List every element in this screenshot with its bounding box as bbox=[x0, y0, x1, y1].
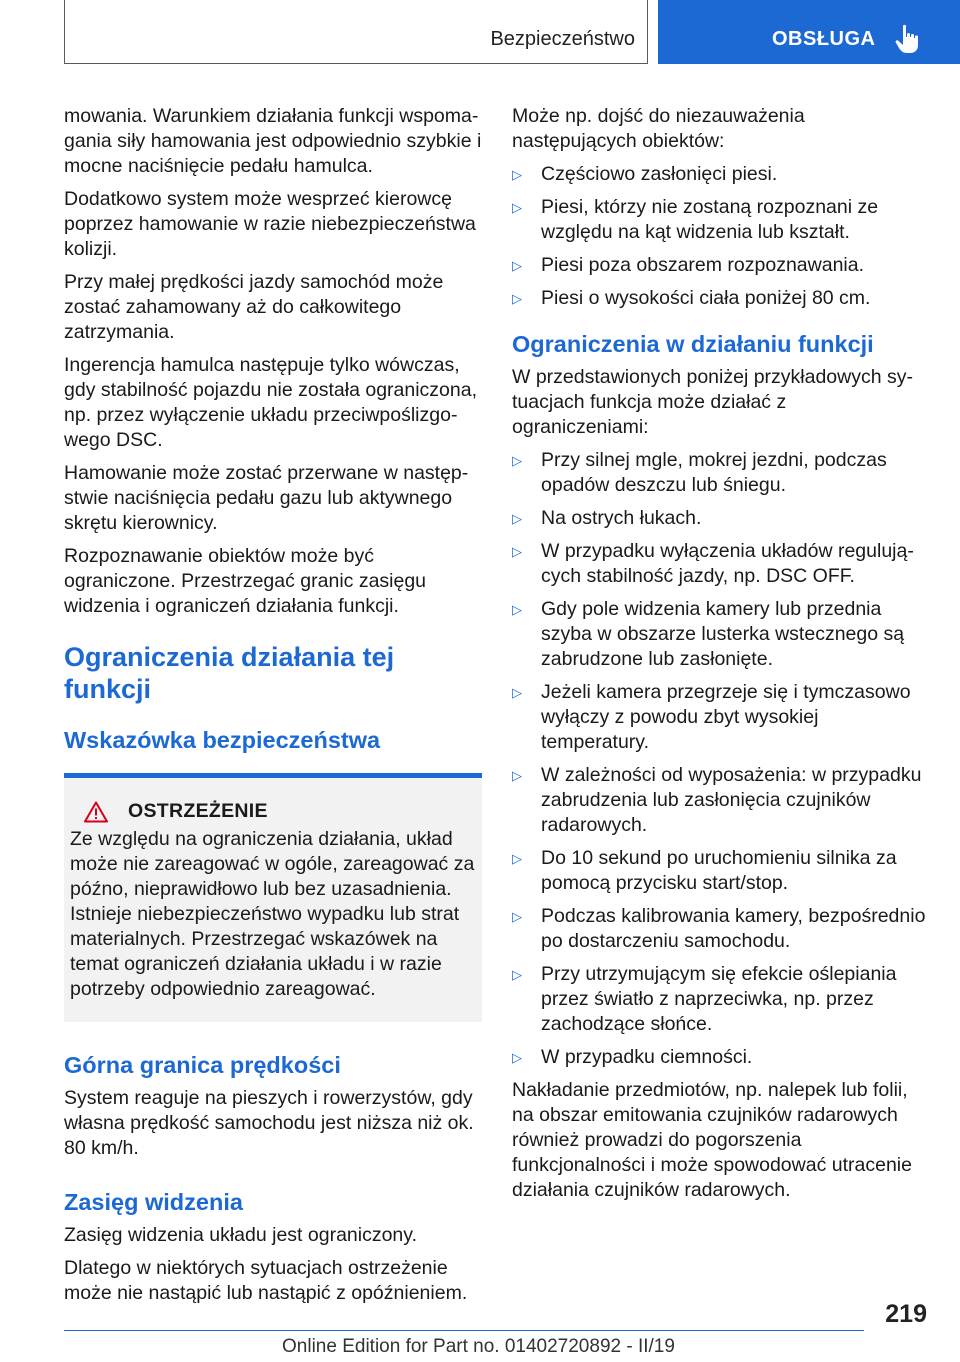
list-item-text: Częściowo zasłonięci piesi. bbox=[541, 163, 778, 185]
bullet-triangle-icon: ▷ bbox=[512, 909, 522, 924]
list-item bbox=[512, 597, 928, 672]
list-item-text: Jeżeli kamera przegrzeje się i tymczasowo wyłączy z powodu zbyt wysokiej temperatury. bbox=[541, 681, 911, 753]
bullet-triangle-icon: ▷ bbox=[512, 544, 522, 559]
paragraph: Nakładanie przedmiotów, np. nalepek lub folii, na obszar emitowania czujników radarowych również prowadzi do pogorszenia funkcjonalności i może spowodować utracenie działania czujników radarowych. bbox=[512, 1079, 912, 1201]
chapter-title: OBSŁUGA bbox=[772, 28, 876, 50]
list-item bbox=[512, 962, 928, 1037]
bullet-triangle-icon: ▷ bbox=[512, 602, 522, 617]
paragraph: Zasięg widzenia układu jest ograniczony. bbox=[64, 1224, 417, 1246]
paragraph: mowania. Warunkiem działania funkcji wspomagania siły hamowania jest odpowiednio szybkie i mocne naciśnięcie pedału hamulca. bbox=[64, 105, 482, 177]
objects-list bbox=[512, 162, 928, 311]
bullet-triangle-icon: ▷ bbox=[512, 967, 522, 982]
list-item-text: Piesi poza obszarem rozpoznawania. bbox=[541, 254, 865, 276]
header-section-box bbox=[64, 0, 648, 64]
pointing-hand-icon bbox=[895, 24, 921, 54]
page-number: 219 bbox=[885, 1300, 927, 1328]
heading-function-restrictions: Ograniczenia w działaniu funkcji bbox=[512, 331, 874, 357]
heading-function-limits: Ograniczenia działania tej funkcji bbox=[64, 642, 395, 704]
list-item-text: Podczas kalibrowania kamery, bezpośrednio po dostarczeniu samochodu. bbox=[541, 905, 926, 952]
list-item-text: W przypadku wyłączenia układów regulujących stabilność jazdy, np. DSC OFF. bbox=[541, 540, 914, 587]
left-column bbox=[64, 104, 482, 1314]
list-item-text: Na ostrych łukach. bbox=[541, 507, 702, 529]
list-item-text: W przypadku ciemności. bbox=[541, 1046, 753, 1068]
heading-speed-limit: Górna granica prędkości bbox=[64, 1052, 341, 1078]
section-title: Bezpieczeństwo bbox=[490, 28, 635, 50]
paragraph: Dodatkowo system może wesprzeć kierowcę poprzez hamowanie w razie niebezpieczeństwa kolizji. bbox=[64, 188, 476, 260]
bullet-triangle-icon: ▷ bbox=[512, 291, 522, 306]
footer-divider bbox=[64, 1330, 864, 1331]
paragraph: Ingerencja hamulca następuje tylko wówczas, gdy stabilność pojazdu nie została ograniczona, np. przez wyłączenie układu przeciwpoślizgowego DSC. bbox=[64, 354, 478, 451]
list-item-text: Piesi, którzy nie zostaną rozpoznani ze względu na kąt widzenia lub kształt. bbox=[541, 196, 879, 243]
list-item bbox=[512, 286, 928, 311]
list-item bbox=[512, 506, 928, 531]
paragraph: System reaguje na pieszych i rowerzystów, gdy własna prędkość samochodu jest niższa niż ok. 80 km/h. bbox=[64, 1087, 474, 1159]
heading-detection-range: Zasięg widzenia bbox=[64, 1189, 243, 1215]
paragraph: Rozpoznawanie obiektów może być ograniczone. Przestrzegać granic zasięgu widzenia i ograniczeń działania funkcji. bbox=[64, 545, 427, 617]
bullet-triangle-icon: ▷ bbox=[512, 851, 522, 866]
bullet-triangle-icon: ▷ bbox=[512, 768, 522, 783]
list-item bbox=[512, 448, 928, 498]
list-item bbox=[512, 904, 928, 954]
bullet-triangle-icon: ▷ bbox=[512, 511, 522, 526]
list-item-text: Przy utrzymującym się efekcie oślepiania przez światło z naprzeciwka, np. przez zachodzące słońce. bbox=[541, 963, 897, 1035]
right-column bbox=[512, 104, 928, 1211]
warning-box bbox=[64, 773, 482, 1022]
list-item-text: W zależności od wyposażenia: w przypadku zabrudzenia lub zasłonięcia czujników radarowych. bbox=[541, 764, 922, 836]
list-item-text: Przy silnej mgle, mokrej jezdni, podczas opadów deszczu lub śniegu. bbox=[541, 449, 887, 496]
bullet-triangle-icon: ▷ bbox=[512, 258, 522, 273]
list-item-text: Piesi o wysokości ciała poniżej 80 cm. bbox=[541, 287, 871, 309]
limits-list bbox=[512, 448, 928, 1070]
list-item bbox=[512, 763, 928, 838]
list-item-text: Gdy pole widzenia kamery lub przednia szyba w obszarze lusterka wstecznego są zabrudzone lub zasłonięte. bbox=[541, 598, 905, 670]
warning-title: OSTRZEŻENIE bbox=[128, 800, 268, 822]
bullet-triangle-icon: ▷ bbox=[512, 685, 522, 700]
warning-text: Ze względu na ograniczenia działania, układ może nie zareagować w ogóle, zareagować za późno, nieprawidłowo lub bez uzasadnienia. Istnieje niebezpieczeństwo wypadku lub strat materialnych. Przestrzegać wskazówek na temat ograniczeń działania układu i w razie potrzeby odpowiednio zareagować. bbox=[70, 828, 475, 1000]
list-item bbox=[512, 1045, 928, 1070]
warning-triangle-icon bbox=[84, 801, 108, 823]
list-item bbox=[512, 680, 928, 755]
list-item-text: Do 10 sekund po uruchomieniu silnika za pomocą przycisku start/stop. bbox=[541, 847, 897, 894]
list-item bbox=[512, 162, 928, 187]
list-item bbox=[512, 253, 928, 278]
warning-header bbox=[70, 800, 476, 823]
bullet-triangle-icon: ▷ bbox=[512, 200, 522, 215]
list-item bbox=[512, 846, 928, 896]
bullet-triangle-icon: ▷ bbox=[512, 453, 522, 468]
list-item bbox=[512, 539, 928, 589]
paragraph: Dlatego w niektórych sytuacjach ostrzeżenie może nie nastąpić lub nastąpić z opóźnieniem. bbox=[64, 1257, 468, 1304]
paragraph: Może np. dojść do niezauważenia następujących obiektów: bbox=[512, 105, 805, 152]
list-item bbox=[512, 195, 928, 245]
edition-note: Online Edition for Part no. 01402720892 - II/19 bbox=[282, 1336, 675, 1357]
header-chapter-tab[interactable] bbox=[658, 0, 960, 64]
paragraph: W przedstawionych poniżej przykładowych sytuacjach funkcja może działać z ograniczeniami: bbox=[512, 366, 913, 438]
heading-safety-note: Wskazówka bezpieczeństwa bbox=[64, 727, 381, 753]
bullet-triangle-icon: ▷ bbox=[512, 1050, 522, 1065]
bullet-triangle-icon: ▷ bbox=[512, 167, 522, 182]
paragraph: Hamowanie może zostać przerwane w następstwie naciśnięcia pedału gazu lub aktywnego skrętu kierownicy. bbox=[64, 462, 469, 534]
paragraph: Przy małej prędkości jazdy samochód może zostać zahamowany aż do całkowitego zatrzymania. bbox=[64, 271, 444, 343]
